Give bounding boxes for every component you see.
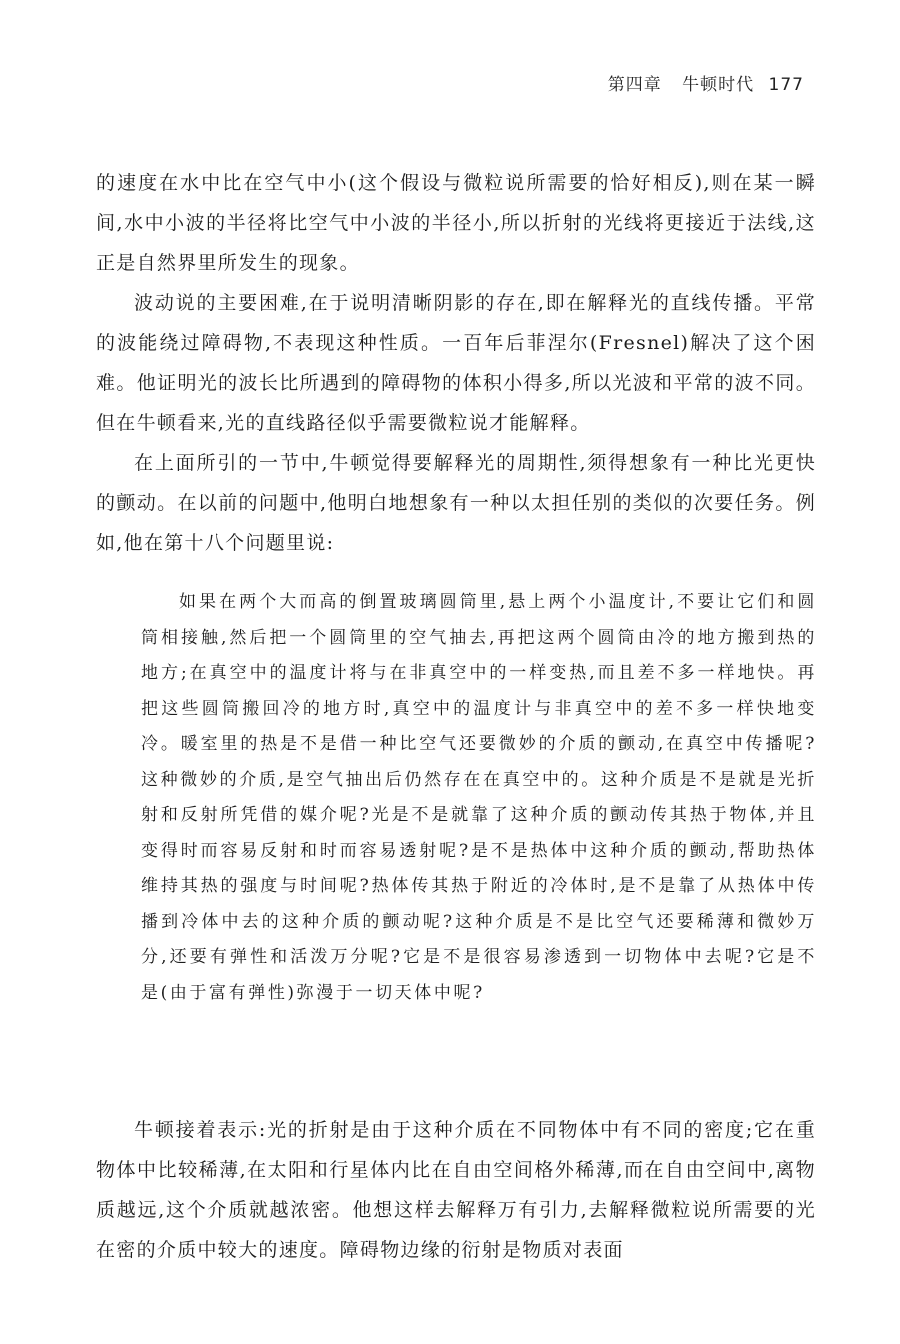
page-header [608, 70, 804, 95]
block-quote [141, 585, 817, 1011]
paragraph-refraction: 牛顿接着表示:光的折射是由于这种介质在不同物体中有不同的密度;它在重物体中比较稀薄,在太阳和行星体内比在自由空间格外稀薄,而在自由空间中,离物质越远,这个介质就越浓密。他想这样去解释万有引力,去解释微粒说所需要的光在密的介质中较大的速度。障碍物边缘的衍射是物质对表面 [96, 1119, 816, 1261]
paragraph-continued: 的速度在水中比在空气中小(这个假设与微粒说所需要的恰好相反),则在某一瞬间,水中小波的半径将比空气中小波的半径小,所以折射的光线将更接近于法线,这正是自然界里所发生的现象。 [96, 172, 816, 274]
chapter-label: 第四章 [607, 75, 662, 95]
paragraph-wave-theory: 波动说的主要困难,在于说明清晰阴影的存在,即在解释光的直线传播。平常的波能绕过障碍物,不表现这种性质。一百年后菲涅尔(Fresnel)解决了这个困难。他证明光的波长比所遇到的障碍物的体积小得多,所以光波和平常的波不同。但在牛顿看来,光的直线路径似乎需要微粒说才能解释。 [96, 292, 816, 434]
main-text-bottom [96, 1110, 816, 1270]
quote-text: 如果在两个大而高的倒置玻璃圆筒里,悬上两个小温度计,不要让它们和圆筒相接触,然后把一个圆筒里的空气抽去,再把这两个圆筒由冷的地方搬到热的地方;在真空中的温度计将与在非真空中的一样变热,而且差不多一样地快。再把这些圆筒搬回冷的地方时,真空中的温度计与非真空中的差不多一样快地变冷。暖室里的热是不是借一种比空气还要微妙的介质的颤动,在真空中传播呢?这种微妙的介质,是空气抽出后仍然存在在真空中的。这种介质是不是就是光折射和反射所凭借的媒介呢?光是不是就靠了这种介质的颤动传其热于物体,并且变得时而容易反射和时而容易透射呢?是不是热体中这种介质的颤动,帮助热体维持其热的强度与时间呢?热体传其热于附近的冷体时,是不是靠了从热体中传播到冷体中去的这种介质的颤动呢?这种介质是不是比空气还要稀薄和微妙万分,还要有弹性和活泼万分呢?它是不是很容易渗透到一切物体中去呢?它是不是(由于富有弹性)弥漫于一切天体中呢? [141, 592, 817, 1003]
chapter-title: 牛顿时代 [682, 75, 755, 95]
page-number: 177 [768, 75, 804, 95]
main-text-top [96, 163, 816, 563]
paragraph-periodicity: 在上面所引的一节中,牛顿觉得要解释光的周期性,须得想象有一种比光更快的颤动。在以前的问题中,他明白地想象有一种以太担任别的类似的次要任务。例如,他在第十八个问题里说: [96, 452, 816, 554]
